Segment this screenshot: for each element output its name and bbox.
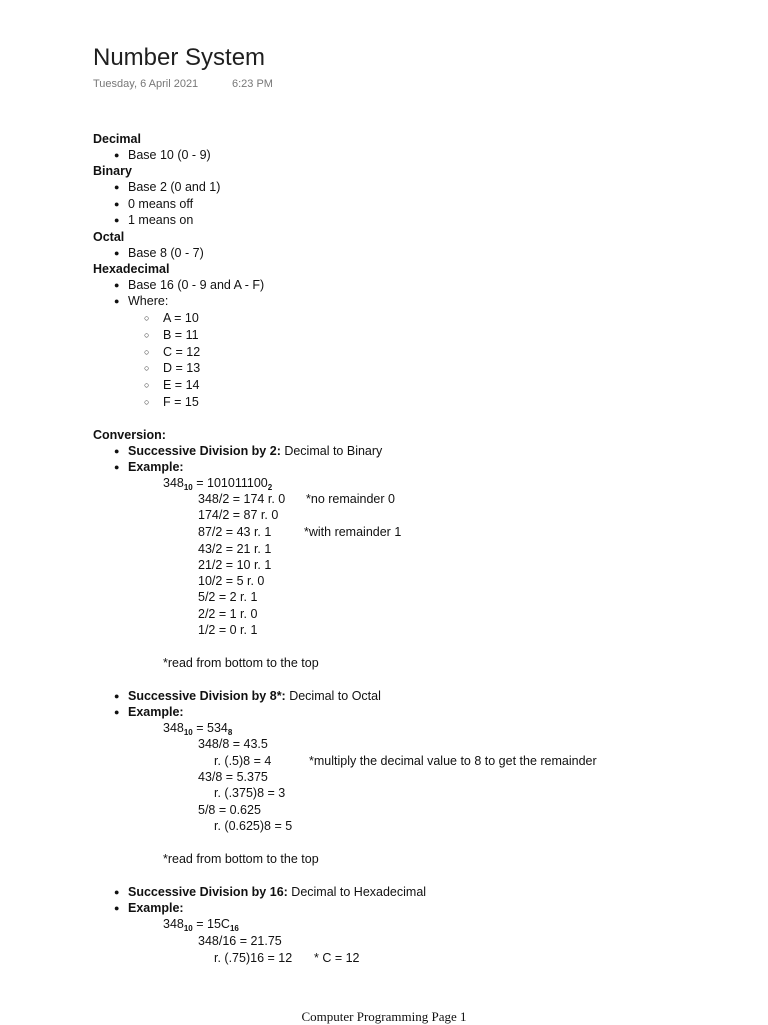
result-base-sub: 10	[183, 728, 193, 737]
conversion-heading: Conversion:	[93, 428, 166, 442]
read-note: *read from bottom to the top	[163, 852, 319, 866]
bullet-icon: ●	[114, 887, 120, 897]
circle-bullet-icon: ○	[144, 397, 150, 407]
list-item: Base 8 (0 - 7)	[128, 246, 204, 260]
hexadecimal-heading: Hexadecimal	[93, 262, 170, 276]
page-title: Number System	[93, 44, 266, 71]
result-eq: = 15C	[192, 917, 230, 931]
result-base: 348	[163, 721, 184, 735]
method-bold: Successive Division by 8*:	[128, 689, 286, 703]
octal-step: r. (.5)8 = 4	[214, 754, 272, 768]
circle-bullet-icon: ○	[144, 347, 150, 357]
note: *no remainder 0	[306, 492, 395, 506]
octal-step: 43/8 = 5.375	[198, 770, 268, 784]
bullet-icon: ●	[114, 199, 120, 209]
note: * C = 12	[314, 951, 360, 965]
hex-step: 348/16 = 21.75	[198, 934, 282, 948]
result-sub: 16	[229, 924, 239, 933]
note: *multiply the decimal value to 8 to get the remainder	[309, 754, 597, 768]
binary-step: 87/2 = 43 r. 1	[198, 525, 272, 539]
bullet-icon: ●	[114, 182, 120, 192]
binary-heading: Binary	[93, 164, 132, 178]
note-date: Tuesday, 6 April 2021	[93, 78, 199, 90]
binary-step: 348/2 = 174 r. 0	[198, 492, 286, 506]
bullet-icon: ●	[114, 446, 120, 456]
binary-step: 43/2 = 21 r. 1	[198, 542, 272, 556]
sub-list-item: B = 11	[163, 328, 199, 342]
read-note: *read from bottom to the top	[163, 656, 319, 670]
bullet-icon: ●	[114, 691, 120, 701]
list-item: 1 means on	[128, 213, 194, 227]
list-item: Base 2 (0 and 1)	[128, 180, 221, 194]
page-footer: Computer Programming Page 1	[301, 1009, 467, 1024]
binary-step: 2/2 = 1 r. 0	[198, 607, 258, 621]
result-eq: = 534	[192, 721, 228, 735]
decimal-heading: Decimal	[93, 132, 141, 146]
circle-bullet-icon: ○	[144, 313, 150, 323]
bullet-icon: ●	[114, 462, 120, 472]
bullet-icon: ●	[114, 903, 120, 913]
list-item: Base 10 (0 - 9)	[128, 148, 211, 162]
octal-step: 5/8 = 0.625	[198, 803, 261, 817]
sub-list-item: F = 15	[163, 395, 199, 409]
hex-result	[163, 916, 239, 932]
binary-step: 1/2 = 0 r. 1	[198, 623, 258, 637]
binary-result	[163, 475, 272, 491]
result-base: 348	[163, 917, 184, 931]
octal-step: r. (0.625)8 = 5	[214, 819, 293, 833]
example-label: Example:	[128, 705, 184, 719]
method-rest: Decimal to Hexadecimal	[287, 885, 427, 899]
note-time: 6:23 PM	[232, 78, 273, 90]
bullet-icon: ●	[114, 296, 120, 306]
binary-method	[128, 443, 382, 459]
sub-list-item: E = 14	[163, 378, 200, 392]
circle-bullet-icon: ○	[144, 330, 150, 340]
method-rest: Decimal to Octal	[285, 689, 381, 703]
octal-step: 348/8 = 43.5	[198, 737, 268, 751]
octal-result	[163, 720, 232, 736]
bullet-icon: ●	[114, 280, 120, 290]
list-item: 0 means off	[128, 197, 194, 211]
hex-method	[128, 884, 426, 900]
octal-method	[128, 688, 381, 704]
result-base-sub: 10	[183, 483, 193, 492]
circle-bullet-icon: ○	[144, 363, 150, 373]
list-item: Base 16 (0 - 9 and A - F)	[128, 278, 265, 292]
note: *with remainder 1	[304, 525, 402, 539]
bullet-icon: ●	[114, 248, 120, 258]
method-rest: Decimal to Binary	[280, 444, 383, 458]
octal-heading: Octal	[93, 230, 125, 244]
result-sub: 2	[267, 483, 273, 492]
method-bold: Successive Division by 16:	[128, 885, 288, 899]
result-sub: 8	[227, 728, 233, 737]
result-eq: = 101011100	[192, 476, 268, 490]
method-bold: Successive Division by 2:	[128, 444, 281, 458]
sub-list-item: D = 13	[163, 361, 201, 375]
binary-step: 174/2 = 87 r. 0	[198, 508, 279, 522]
binary-step: 5/2 = 2 r. 1	[198, 590, 258, 604]
example-label: Example:	[128, 901, 184, 915]
binary-step: 21/2 = 10 r. 1	[198, 558, 272, 572]
bullet-icon: ●	[114, 707, 120, 717]
octal-step: r. (.375)8 = 3	[214, 786, 286, 800]
result-base-sub: 10	[183, 924, 193, 933]
sub-list-item: A = 10	[163, 311, 199, 325]
example-label: Example:	[128, 460, 184, 474]
list-item: Where:	[128, 294, 169, 308]
circle-bullet-icon: ○	[144, 380, 150, 390]
sub-list-item: C = 12	[163, 345, 201, 359]
bullet-icon: ●	[114, 215, 120, 225]
bullet-icon: ●	[114, 150, 120, 160]
result-base: 348	[163, 476, 184, 490]
binary-step: 10/2 = 5 r. 0	[198, 574, 265, 588]
hex-step: r. (.75)16 = 12	[214, 951, 293, 965]
